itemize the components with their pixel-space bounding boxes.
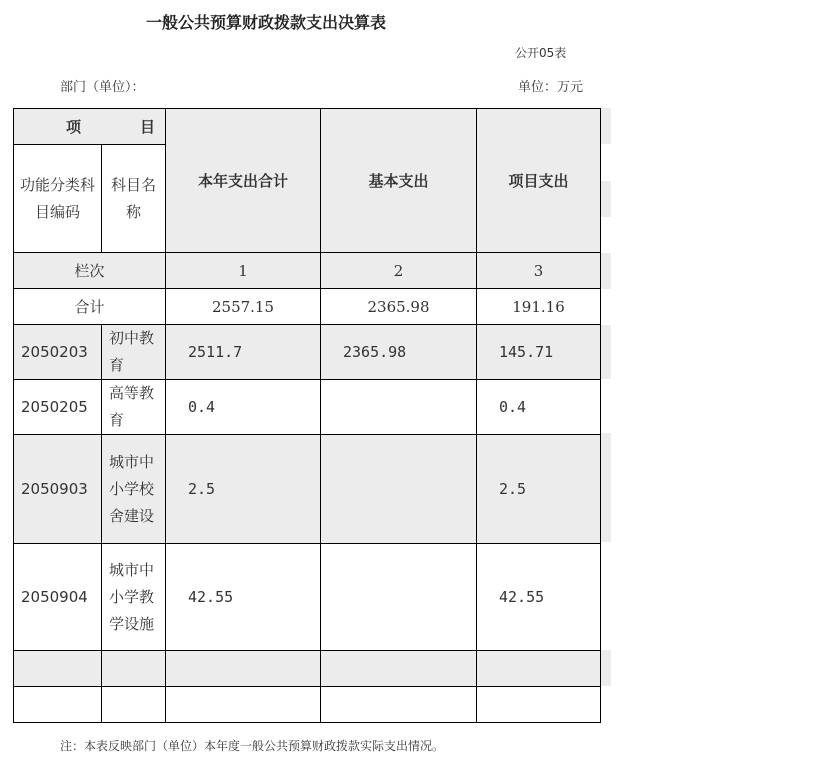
empty-cell	[102, 651, 166, 687]
total-row	[14, 289, 601, 325]
total-project: 191.16	[477, 289, 601, 325]
func-code-header: 功能分类科目编码	[14, 145, 102, 253]
page-title: 一般公共预算财政拨款支出决算表	[146, 13, 387, 32]
row-project: 2.5	[477, 435, 601, 544]
total-basic: 2365.98	[321, 289, 477, 325]
table-edge-strip	[601, 433, 611, 542]
table-row	[14, 435, 601, 544]
item-header-right: 目	[139, 118, 155, 136]
table-edge-strip	[601, 108, 611, 144]
table-edge-strip	[601, 650, 611, 686]
table-row	[14, 380, 601, 435]
row-project: 145.71	[477, 325, 601, 380]
table-row	[14, 544, 601, 651]
footnote: 注：本表反映部门（单位）本年度一般公共预算财政拨款实际支出情况。	[60, 739, 445, 753]
row-code: 2050903	[14, 435, 102, 544]
table-edge-strip	[601, 181, 611, 217]
department-label: 部门（单位）：	[60, 80, 145, 95]
item-header	[14, 109, 166, 145]
table-edge-strip	[601, 325, 611, 379]
empty-cell	[477, 651, 601, 687]
row-total: 2.5	[166, 435, 321, 544]
col-index-3: 3	[477, 253, 601, 289]
row-name: 城市中小学校舍建设	[102, 435, 166, 544]
total-label: 合计	[14, 289, 166, 325]
table-row	[14, 325, 601, 380]
col-index-2: 2	[321, 253, 477, 289]
row-total: 0.4	[166, 380, 321, 435]
table-edge-strip	[601, 253, 611, 289]
row-basic: 2365.98	[321, 325, 477, 380]
row-total: 2511.7	[166, 325, 321, 380]
empty-cell	[321, 651, 477, 687]
row-index-label: 栏次	[14, 253, 166, 289]
row-total: 42.55	[166, 544, 321, 651]
empty-cell	[102, 687, 166, 723]
col-header-basic: 基本支出	[321, 109, 477, 253]
empty-cell	[14, 651, 102, 687]
row-code: 2050203	[14, 325, 102, 380]
empty-cell	[477, 687, 601, 723]
row-name: 高等教育	[102, 380, 166, 435]
row-name: 初中教育	[102, 325, 166, 380]
empty-row	[14, 687, 601, 723]
row-basic	[321, 435, 477, 544]
empty-cell	[166, 651, 321, 687]
row-project: 0.4	[477, 380, 601, 435]
unit-label: 单位：万元	[518, 80, 584, 95]
col-header-project: 项目支出	[477, 109, 601, 253]
row-code: 2050205	[14, 380, 102, 435]
row-name: 城市中小学教学设施	[102, 544, 166, 651]
total-amount: 2557.15	[166, 289, 321, 325]
col-index-1: 1	[166, 253, 321, 289]
empty-cell	[14, 687, 102, 723]
empty-row	[14, 651, 601, 687]
row-code: 2050904	[14, 544, 102, 651]
form-number: 公开05表	[515, 46, 567, 60]
row-project: 42.55	[477, 544, 601, 651]
item-header-left: 项	[66, 118, 82, 136]
empty-cell	[166, 687, 321, 723]
subject-name-header: 科目名称	[102, 145, 166, 253]
empty-cell	[321, 687, 477, 723]
col-header-total: 本年支出合计	[166, 109, 321, 253]
row-basic	[321, 544, 477, 651]
row-basic	[321, 380, 477, 435]
expenditure-table	[13, 108, 601, 723]
